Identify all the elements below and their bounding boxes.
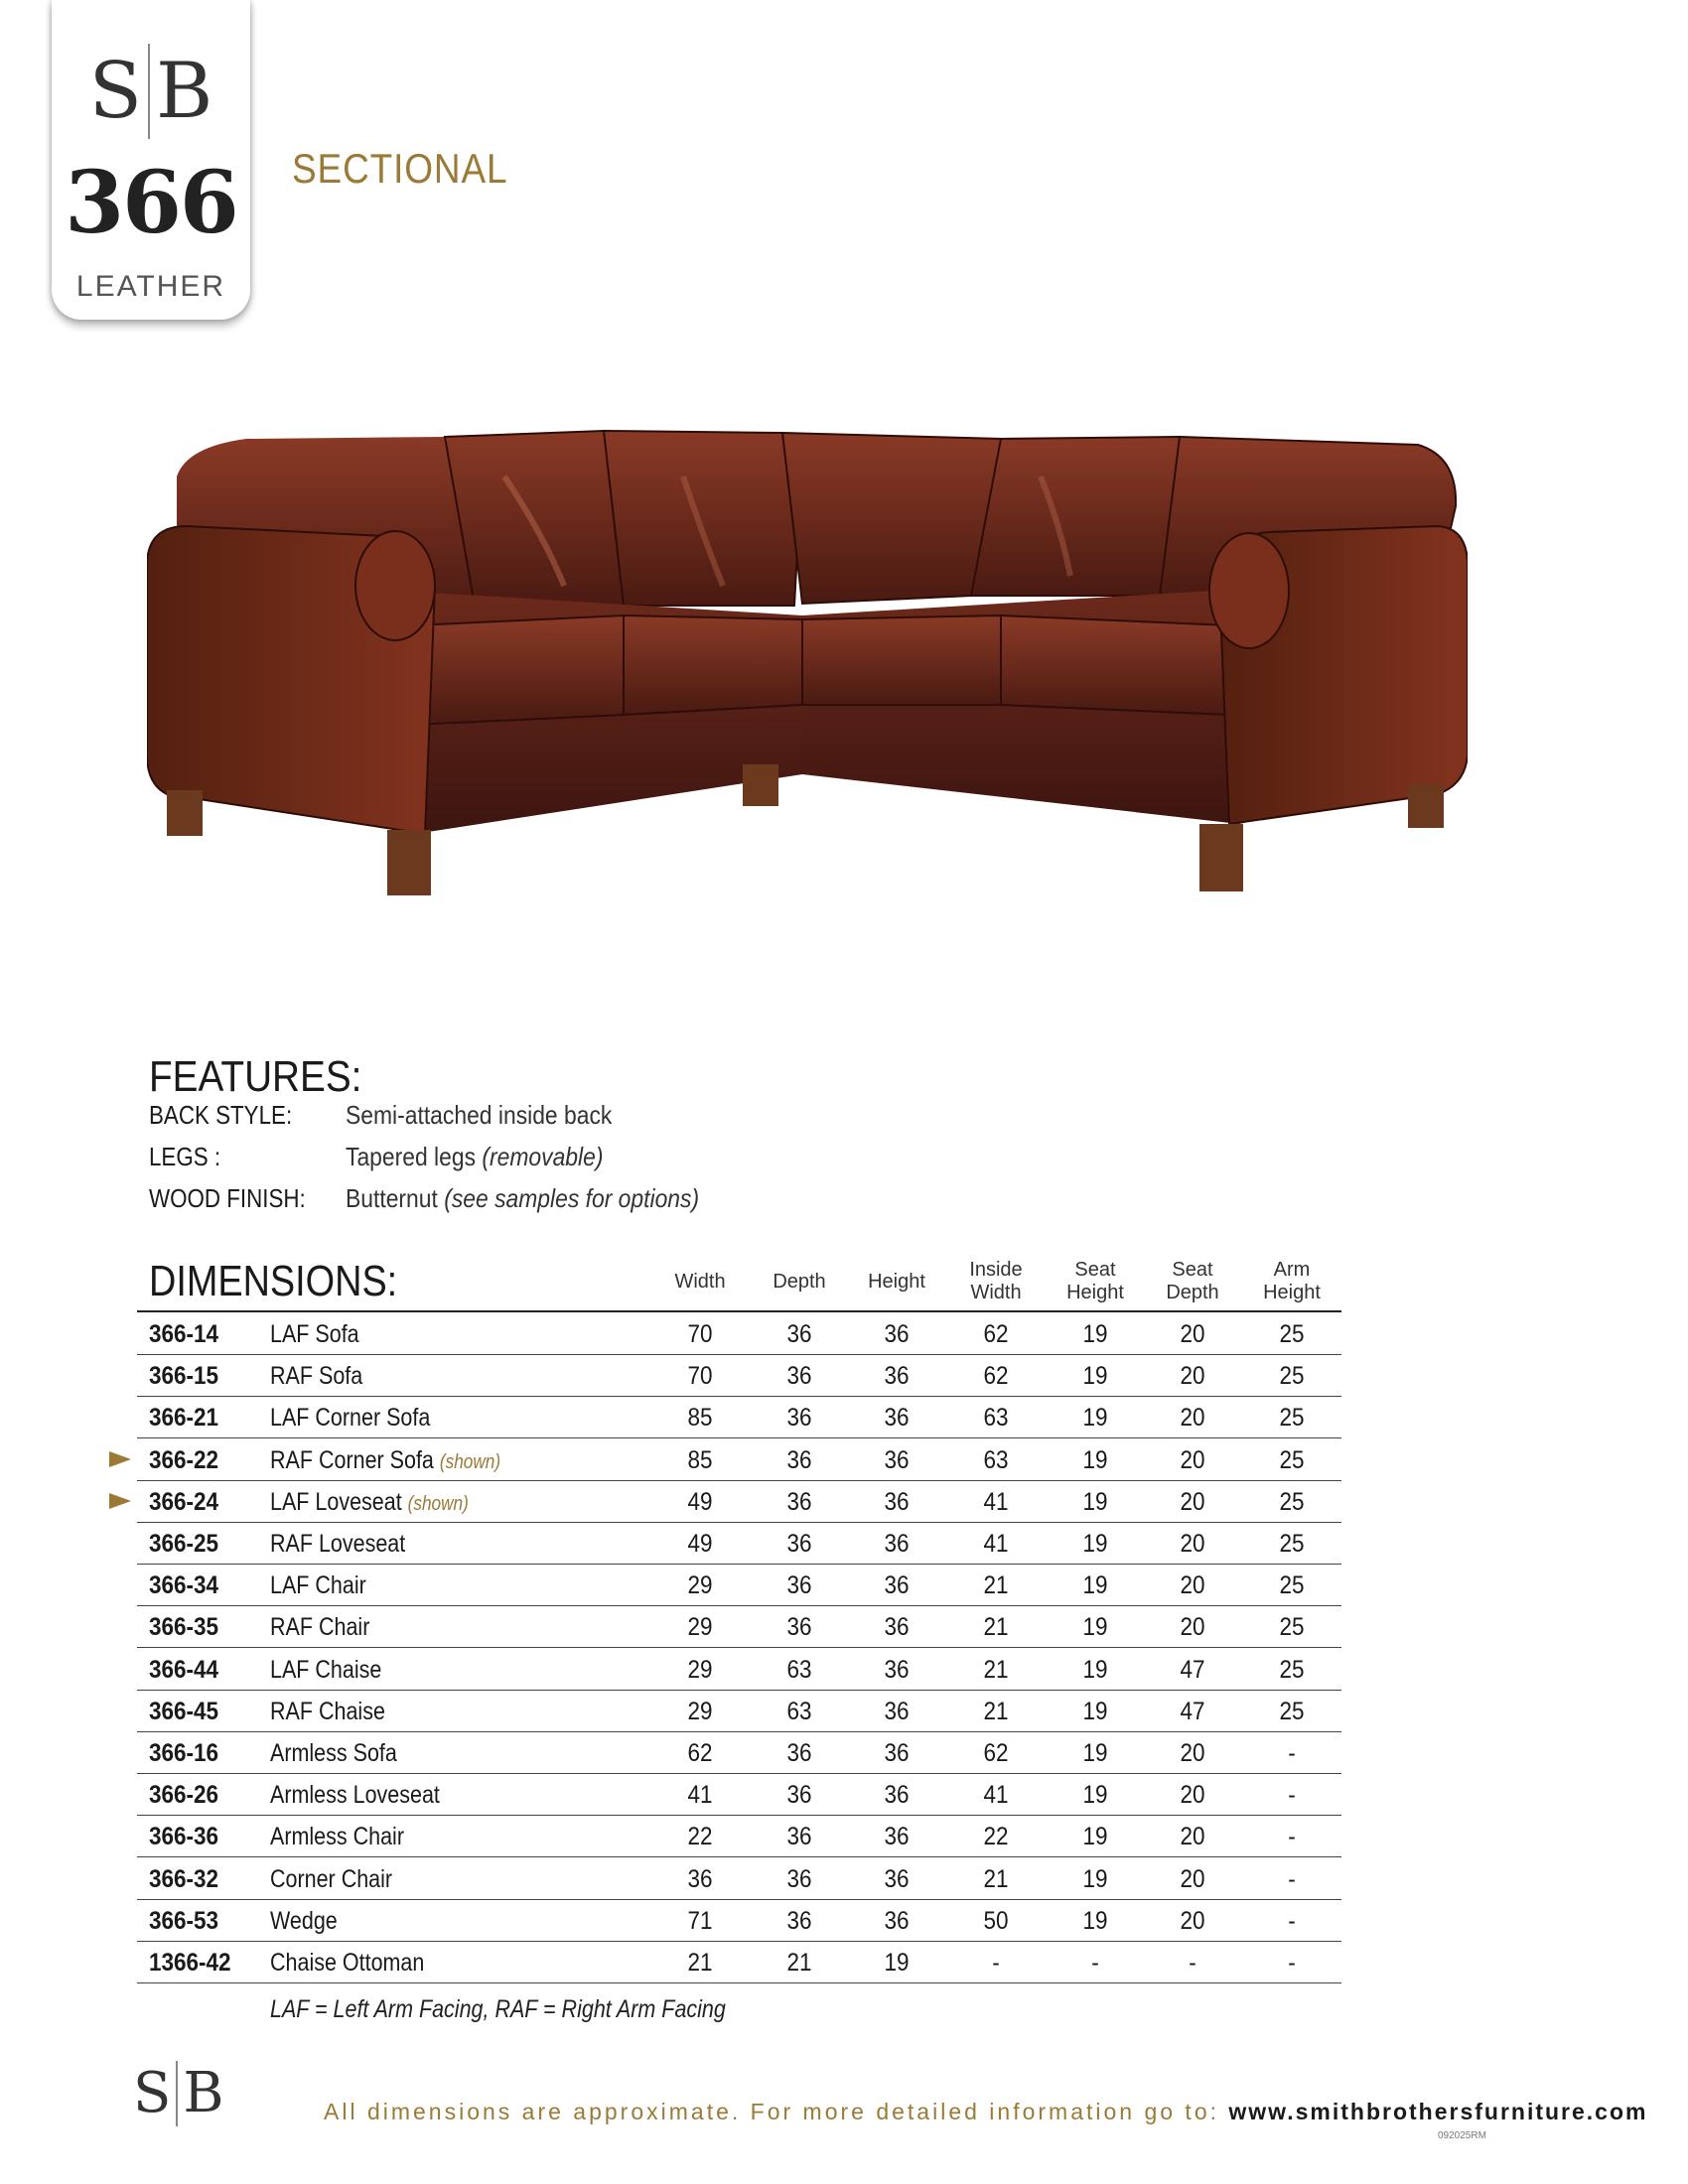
dimension-value: - xyxy=(1288,1781,1296,1810)
dimension-value: - xyxy=(1288,1864,1296,1893)
dimension-value: 20 xyxy=(1180,1487,1205,1516)
item-description: RAF Chaise xyxy=(270,1697,385,1725)
dimension-value: 29 xyxy=(687,1655,713,1684)
item-description: LAF Chaise xyxy=(270,1655,382,1684)
dimension-value: 19 xyxy=(1082,1781,1108,1810)
brand-logo xyxy=(52,44,250,139)
logo-letter-b: B xyxy=(156,47,213,136)
item-code: 366-35 xyxy=(149,1613,219,1642)
features-heading: FEATURES: xyxy=(149,1052,362,1101)
table-row xyxy=(137,1690,1341,1732)
series-number: 366 xyxy=(65,153,237,253)
item-code: 366-45 xyxy=(149,1697,219,1725)
dimension-value: 36 xyxy=(884,1697,910,1725)
dimension-value: 36 xyxy=(884,1655,910,1684)
dimension-value: 36 xyxy=(786,1906,812,1935)
item-description: RAF Loveseat xyxy=(270,1530,406,1558)
table-row xyxy=(137,1438,1341,1481)
dimension-value: 47 xyxy=(1180,1655,1205,1684)
dimension-value: 36 xyxy=(884,1906,910,1935)
dimension-value: 36 xyxy=(884,1320,910,1348)
shown-note: (shown) xyxy=(439,1450,501,1473)
dimension-value: 36 xyxy=(884,1530,910,1558)
dimension-value: 19 xyxy=(1082,1823,1108,1851)
abbreviation-legend: LAF = Left Arm Facing, RAF = Right Arm Facing xyxy=(270,1995,726,2023)
dimension-value: 19 xyxy=(1082,1613,1108,1642)
shown-note: (shown) xyxy=(407,1492,469,1515)
shown-marker-icon xyxy=(109,1451,131,1467)
dimension-value: - xyxy=(1288,1739,1296,1767)
table-row xyxy=(137,1522,1341,1565)
item-code: 366-26 xyxy=(149,1781,219,1810)
dimension-value: 41 xyxy=(687,1781,713,1810)
table-row xyxy=(137,1648,1341,1691)
table-row xyxy=(137,1941,1341,1983)
website-link[interactable]: www.smithbrothersfurniture.com xyxy=(1228,2099,1648,2124)
dimension-value: 20 xyxy=(1180,1530,1205,1558)
dimension-value: 36 xyxy=(786,1613,812,1642)
feature-value: Semi-attached inside back xyxy=(346,1100,613,1130)
dimension-value: 19 xyxy=(1082,1697,1108,1725)
dimension-value: 19 xyxy=(1082,1362,1108,1391)
dimension-value: 36 xyxy=(884,1404,910,1433)
item-code: 366-22 xyxy=(149,1445,219,1474)
dimension-value: 36 xyxy=(786,1445,812,1474)
dimension-value: 63 xyxy=(983,1445,1009,1474)
dimension-value: 36 xyxy=(884,1781,910,1810)
dimension-value: 49 xyxy=(687,1487,713,1516)
item-code: 366-21 xyxy=(149,1404,219,1433)
dimension-value: 29 xyxy=(687,1697,713,1725)
item-description: LAF Corner Sofa xyxy=(270,1404,431,1433)
shown-marker-icon xyxy=(109,1493,131,1509)
item-description: LAF Chair xyxy=(270,1571,366,1600)
feature-value: Tapered legs (removable) xyxy=(346,1142,604,1171)
table-row xyxy=(137,1354,1341,1397)
sectional-sofa-photo xyxy=(147,417,1468,933)
dimension-value: 62 xyxy=(983,1362,1009,1391)
dimension-value: 41 xyxy=(983,1487,1009,1516)
table-row xyxy=(137,1815,1341,1857)
dimension-value: 20 xyxy=(1180,1864,1205,1893)
item-code: 366-14 xyxy=(149,1320,219,1348)
dimension-value: 25 xyxy=(1279,1487,1305,1516)
item-code: 366-34 xyxy=(149,1571,219,1600)
dimension-value: 36 xyxy=(884,1445,910,1474)
dimension-value: - xyxy=(1288,1823,1296,1851)
dimension-value: 21 xyxy=(983,1571,1009,1600)
dimension-value: - xyxy=(992,1949,1000,1977)
dimension-value: 36 xyxy=(786,1404,812,1433)
feature-value: Butternut (see samples for options) xyxy=(346,1183,700,1213)
item-code: 366-44 xyxy=(149,1655,219,1684)
dimension-value: 36 xyxy=(786,1864,812,1893)
dimension-value: 20 xyxy=(1180,1320,1205,1348)
item-code: 366-15 xyxy=(149,1362,219,1391)
dimension-value: 29 xyxy=(687,1613,713,1642)
dimension-value: 62 xyxy=(983,1320,1009,1348)
dimension-value: 20 xyxy=(1180,1571,1205,1600)
dimension-value: 21 xyxy=(983,1613,1009,1642)
dimension-value: 20 xyxy=(1180,1739,1205,1767)
dimension-value: 41 xyxy=(983,1781,1009,1810)
dimension-value: 20 xyxy=(1180,1906,1205,1935)
dimension-value: 19 xyxy=(1082,1487,1108,1516)
feature-label: LEGS : xyxy=(149,1142,221,1171)
dimension-value: 21 xyxy=(786,1949,812,1977)
column-header: Depth xyxy=(773,1271,826,1293)
item-description: Chaise Ottoman xyxy=(270,1949,425,1977)
material-label: LEATHER xyxy=(75,270,226,303)
brand-tab xyxy=(52,0,250,320)
item-code: 366-36 xyxy=(149,1823,219,1851)
table-row xyxy=(137,1312,1341,1355)
table-row xyxy=(137,1899,1341,1942)
column-header: Seat Depth xyxy=(1166,1259,1219,1303)
dimension-value: 19 xyxy=(1082,1404,1108,1433)
dimension-value: 19 xyxy=(1082,1445,1108,1474)
dimension-value: 62 xyxy=(983,1739,1009,1767)
item-code: 366-53 xyxy=(149,1906,219,1935)
footer-disclaimer: All dimensions are approximate. For more detailed information go to: www.smithbrothersfurniture.com xyxy=(324,2099,1648,2124)
footer-logo: S B xyxy=(133,2061,224,2125)
dimension-value: 85 xyxy=(687,1404,713,1433)
column-header: Width xyxy=(674,1271,726,1293)
dimension-value: 25 xyxy=(1279,1613,1305,1642)
dimension-value: 25 xyxy=(1279,1445,1305,1474)
dimension-value: 25 xyxy=(1279,1571,1305,1600)
table-row xyxy=(137,1605,1341,1648)
dimensions-heading: DIMENSIONS: xyxy=(149,1257,398,1305)
dimension-value: 47 xyxy=(1180,1697,1205,1725)
item-description: RAF Chair xyxy=(270,1613,370,1642)
dimension-value: 20 xyxy=(1180,1823,1205,1851)
dimension-value: 36 xyxy=(884,1613,910,1642)
dimension-value: 50 xyxy=(983,1906,1009,1935)
column-header: Height xyxy=(868,1271,925,1293)
dimension-value: 25 xyxy=(1279,1530,1305,1558)
item-description: Armless Loveseat xyxy=(270,1781,440,1810)
dimension-value: - xyxy=(1288,1906,1296,1935)
table-row xyxy=(137,1564,1341,1606)
table-row xyxy=(137,1731,1341,1774)
column-header: Seat Height xyxy=(1066,1259,1124,1303)
dimension-value: 29 xyxy=(687,1571,713,1600)
item-code: 366-16 xyxy=(149,1739,219,1767)
table-row xyxy=(137,1396,1341,1438)
dimension-value: 63 xyxy=(786,1655,812,1684)
item-description: LAF Sofa xyxy=(270,1320,359,1348)
dimension-value: 36 xyxy=(786,1362,812,1391)
dimension-value: 20 xyxy=(1180,1404,1205,1433)
item-code: 366-24 xyxy=(149,1487,219,1516)
dimension-value: 19 xyxy=(884,1949,910,1977)
dimension-value: 22 xyxy=(687,1823,713,1851)
item-description: LAF Loveseat (shown) xyxy=(270,1487,469,1516)
dimension-value: 22 xyxy=(983,1823,1009,1851)
item-code: 366-25 xyxy=(149,1530,219,1558)
dimension-value: 70 xyxy=(687,1320,713,1348)
dimension-value: 25 xyxy=(1279,1697,1305,1725)
dimension-value: 36 xyxy=(884,1487,910,1516)
dimension-value: 19 xyxy=(1082,1320,1108,1348)
dimension-value: 36 xyxy=(786,1487,812,1516)
dimension-value: 21 xyxy=(983,1864,1009,1893)
dimension-value: 25 xyxy=(1279,1362,1305,1391)
dimension-value: 36 xyxy=(786,1781,812,1810)
dimension-value: 36 xyxy=(884,1823,910,1851)
dimension-value: 41 xyxy=(983,1530,1009,1558)
dimension-value: 36 xyxy=(884,1571,910,1600)
logo-divider xyxy=(148,44,150,139)
dimension-value: 19 xyxy=(1082,1739,1108,1767)
feature-label: WOOD FINISH: xyxy=(149,1183,306,1213)
dimension-value: 21 xyxy=(687,1949,713,1977)
dimension-value: - xyxy=(1288,1949,1296,1977)
dimension-value: 20 xyxy=(1180,1362,1205,1391)
dimension-value: 19 xyxy=(1082,1571,1108,1600)
column-header: Inside Width xyxy=(969,1259,1023,1303)
dimension-value: 62 xyxy=(687,1739,713,1767)
dimension-value: 36 xyxy=(687,1864,713,1893)
item-code: 366-32 xyxy=(149,1864,219,1893)
document-code: 092025RM xyxy=(1438,2130,1486,2141)
item-description: Armless Sofa xyxy=(270,1739,397,1767)
dimension-value: 25 xyxy=(1279,1320,1305,1348)
table-row xyxy=(137,1857,1341,1900)
product-title: SECTIONAL xyxy=(292,145,508,192)
dimension-value: 19 xyxy=(1082,1906,1108,1935)
dimension-value: 36 xyxy=(786,1320,812,1348)
dimension-value: 71 xyxy=(687,1906,713,1935)
dimension-value: 25 xyxy=(1279,1655,1305,1684)
dimension-value: 36 xyxy=(884,1864,910,1893)
feature-label: BACK STYLE: xyxy=(149,1100,293,1130)
logo-letter-s: S xyxy=(88,47,143,136)
item-description: Wedge xyxy=(270,1906,338,1935)
item-description: RAF Corner Sofa (shown) xyxy=(270,1445,501,1474)
item-description: RAF Sofa xyxy=(270,1362,363,1391)
dimension-value: 63 xyxy=(983,1404,1009,1433)
table-row xyxy=(137,1773,1341,1816)
dimension-value: 36 xyxy=(884,1362,910,1391)
dimension-value: 21 xyxy=(983,1655,1009,1684)
dimension-value: 19 xyxy=(1082,1530,1108,1558)
dimension-value: 36 xyxy=(786,1571,812,1600)
column-header: Arm Height xyxy=(1263,1259,1321,1303)
dimension-value: 19 xyxy=(1082,1655,1108,1684)
dimension-value: 49 xyxy=(687,1530,713,1558)
dimension-value: 20 xyxy=(1180,1445,1205,1474)
dimension-value: 36 xyxy=(786,1530,812,1558)
dimension-value: 70 xyxy=(687,1362,713,1391)
dimension-value: 85 xyxy=(687,1445,713,1474)
item-description: Armless Chair xyxy=(270,1823,405,1851)
dimension-value: 19 xyxy=(1082,1864,1108,1893)
dimension-value: 20 xyxy=(1180,1781,1205,1810)
item-code: 1366-42 xyxy=(149,1949,231,1977)
dimension-value: - xyxy=(1091,1949,1099,1977)
dimension-value: 20 xyxy=(1180,1613,1205,1642)
dimension-value: 36 xyxy=(786,1823,812,1851)
table-row xyxy=(137,1480,1341,1523)
dimension-value: 36 xyxy=(884,1739,910,1767)
item-description: Corner Chair xyxy=(270,1864,393,1893)
dimension-value: 25 xyxy=(1279,1404,1305,1433)
dimension-value: - xyxy=(1189,1949,1196,1977)
dimension-value: 63 xyxy=(786,1697,812,1725)
dimension-value: 36 xyxy=(786,1739,812,1767)
dimension-value: 21 xyxy=(983,1697,1009,1725)
